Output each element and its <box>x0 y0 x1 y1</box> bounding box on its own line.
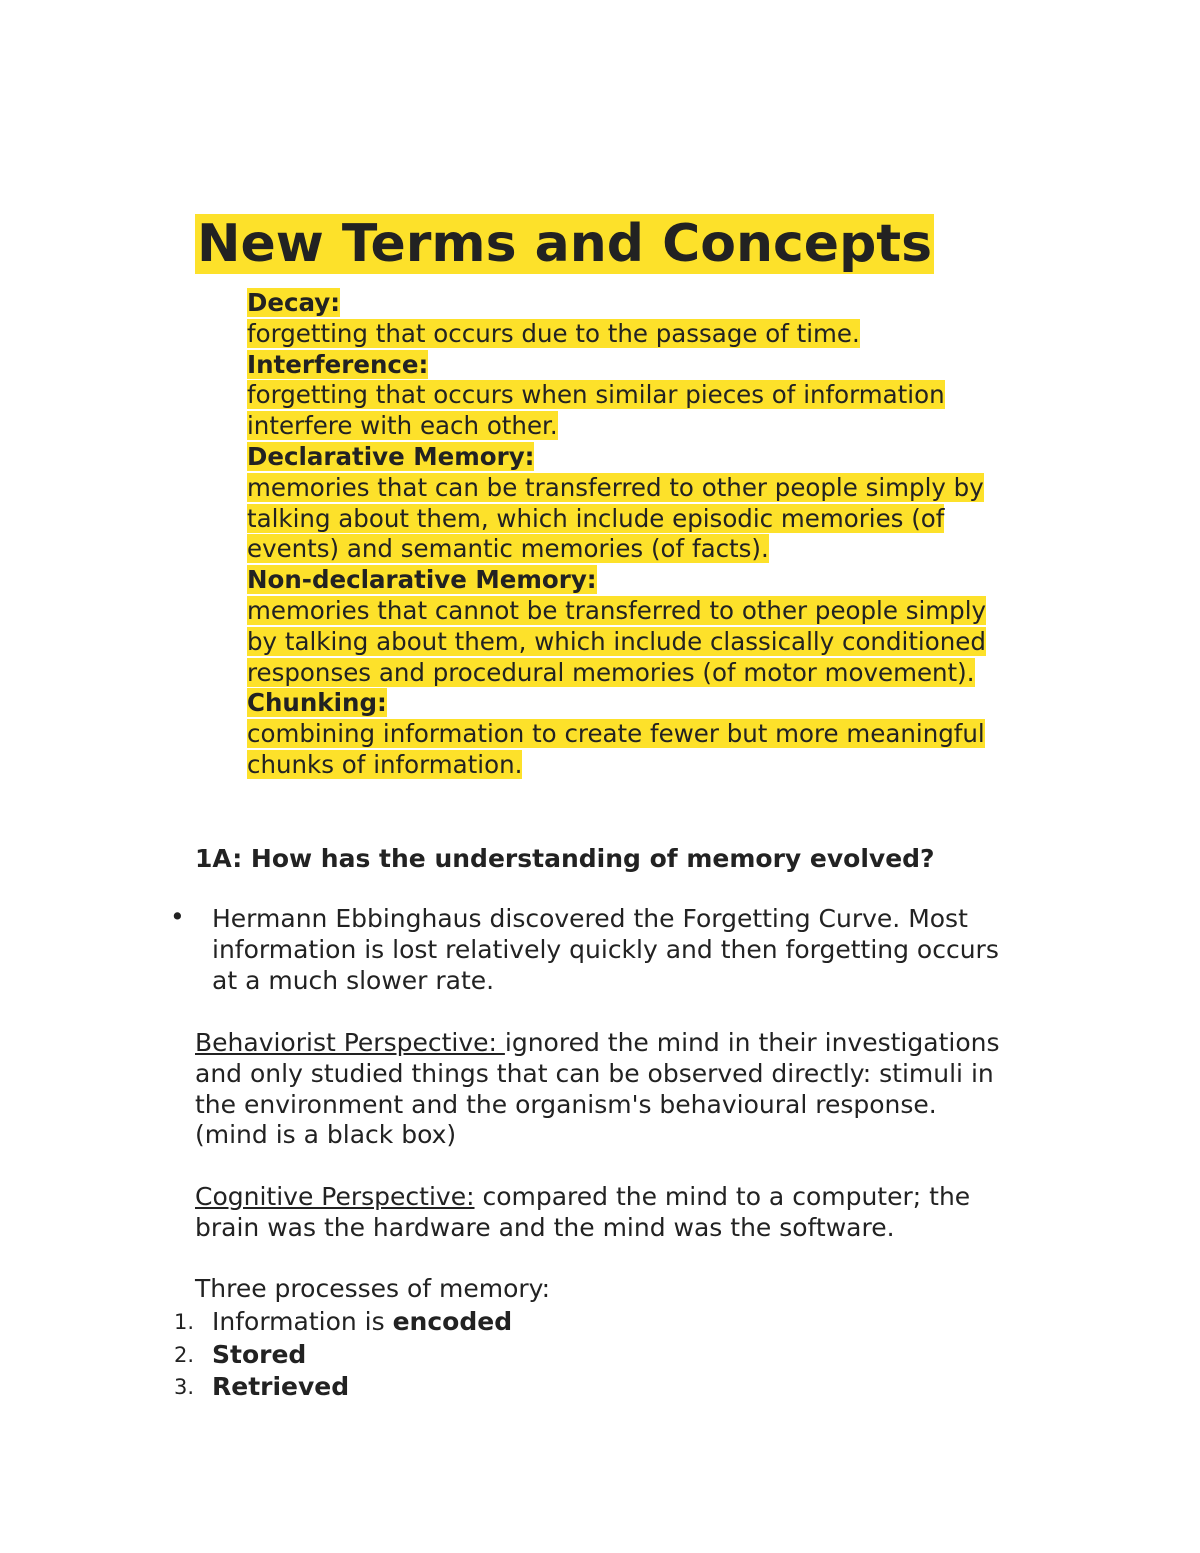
processes-intro <box>195 1274 550 1305</box>
list-number: 1. <box>174 1310 195 1334</box>
paragraph-line: the environment and the organism's behavioural response. <box>195 1089 937 1119</box>
list-item <box>174 1371 512 1404</box>
paragraph-line: brain was the hardware and the mind was the software. <box>195 1212 895 1242</box>
term-definition-line: chunks of information. <box>247 749 523 779</box>
term-definition-line: events) and semantic memories (of facts). <box>247 534 769 564</box>
list-item-text: Stored <box>212 1339 307 1369</box>
bullet-line: at a much slower rate. <box>212 966 495 995</box>
paragraph-line <box>195 1182 970 1213</box>
paragraph-text: ignored the mind in their investigations <box>504 1028 1000 1057</box>
term-definition-line: by talking about them, which include classically conditioned <box>247 626 986 656</box>
list-item-text: Retrieved <box>212 1372 350 1401</box>
bullet-line: information is lost relatively quickly and then forgetting occurs <box>212 935 999 964</box>
list-item-text: Information is encoded <box>212 1307 513 1336</box>
term-definition-line: responses and procedural memories (of motor movement). <box>247 657 975 687</box>
paragraph-text: compared the mind to a computer; the <box>474 1182 971 1211</box>
behaviorist-paragraph <box>195 1028 999 1151</box>
list-number: 3. <box>174 1375 195 1399</box>
term-definition-line: forgetting that occurs due to the passage of time. <box>247 318 860 348</box>
bullet-item <box>170 903 1070 996</box>
term-name-declarative-memory: Declarative Memory: <box>247 441 535 471</box>
page-title-text: New Terms and Concepts <box>197 214 933 274</box>
term-definition-line: memories that cannot be transferred to other people simply <box>247 595 987 625</box>
term-name-chunking: Chunking: <box>247 688 387 718</box>
list-number: 2. <box>174 1342 195 1367</box>
bullet-line: Hermann Ebbinghaus discovered the Forgetting Curve. Most <box>212 904 968 933</box>
term-name-interference: Interference: <box>247 349 429 379</box>
behaviorist-label: Behaviorist Perspective: <box>195 1028 505 1057</box>
bullet-icon: • <box>170 902 185 931</box>
paragraph-line: Three processes of memory: <box>195 1274 551 1303</box>
cognitive-label: Cognitive Perspective: <box>195 1182 475 1211</box>
paragraph-line: (mind is a black box) <box>195 1120 457 1150</box>
list-item <box>174 1306 512 1339</box>
paragraph-line <box>195 1028 999 1059</box>
bullet-list <box>170 903 1070 996</box>
term-definition-line: combining information to create fewer but more meaningful <box>247 719 985 749</box>
term-definition-line: memories that can be transferred to other people simply by <box>247 472 984 502</box>
page-title <box>195 210 934 278</box>
section-heading: 1A: How has the understanding of memory evolved? <box>195 844 935 873</box>
term-definition-line: interfere with each other. <box>247 411 558 441</box>
term-definition-line: forgetting that occurs when similar pieces of information <box>247 380 945 410</box>
term-name-non-declarative-memory: Non-declarative Memory: <box>247 565 597 595</box>
processes-list <box>174 1306 512 1404</box>
paragraph-line: and only studied things that can be observed directly: stimuli in <box>195 1058 994 1088</box>
term-name-decay: Decay: <box>247 288 341 317</box>
terms-list <box>247 288 1067 781</box>
cognitive-paragraph <box>195 1182 970 1244</box>
term-definition-line: talking about them, which include episodic memories (of <box>247 503 945 533</box>
list-item <box>174 1339 512 1372</box>
